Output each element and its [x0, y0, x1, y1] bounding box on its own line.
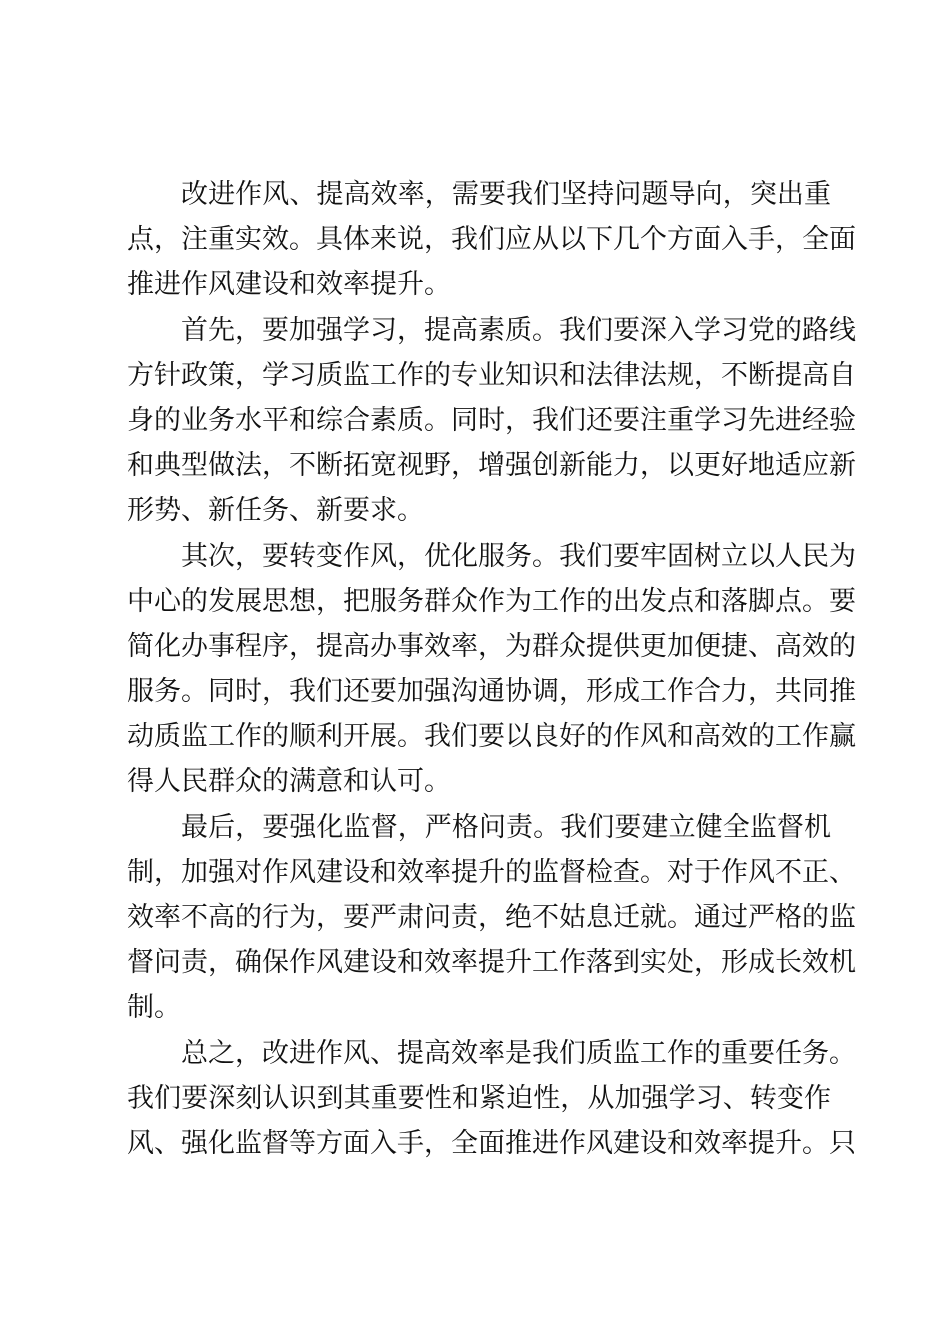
paragraph-1: [127, 172, 856, 308]
paragraph-2: [127, 308, 856, 534]
text-line: 我们要深刻认识到其重要性和紧迫性，从加强学习、转变作: [127, 1082, 831, 1114]
text-line: 方针政策，学习质监工作的专业知识和法律法规，不断提高自: [127, 359, 856, 391]
paragraph-3: [127, 534, 856, 805]
text-line: 制。: [127, 992, 181, 1024]
text-line: 制，加强对作风建设和效率提升的监督检查。对于作风不正、: [127, 856, 856, 888]
text-line: 形势、新任务、新要求。: [127, 495, 424, 527]
text-line: 督问责，确保作风建设和效率提升工作落到实处，形成长效机: [127, 947, 856, 979]
text-line: 服务。同时，我们还要加强沟通协调，形成工作合力，共同推: [127, 676, 856, 708]
paragraph-4: [127, 805, 856, 1031]
text-line: 中心的发展思想，把服务群众作为工作的出发点和落脚点。要: [127, 585, 856, 617]
text-line: 动质监工作的顺利开展。我们要以良好的作风和高效的工作赢: [127, 721, 856, 753]
text-line: 推进作风建设和效率提升。: [127, 269, 451, 301]
text-line: 简化办事程序，提高办事效率，为群众提供更加便捷、高效的: [127, 630, 856, 662]
text-line: 得人民群众的满意和认可。: [127, 766, 451, 798]
text-line: 点，注重实效。具体来说，我们应从以下几个方面入手，全面: [127, 224, 856, 256]
text-line: 和典型做法，不断拓宽视野，增强创新能力，以更好地适应新: [127, 450, 856, 482]
text-line: 其次，要转变作风，优化服务。我们要牢固树立以人民为: [181, 540, 856, 572]
document-body: [127, 172, 856, 1166]
text-line: 改进作风、提高效率，需要我们坚持问题导向，突出重: [181, 179, 831, 210]
text-line: 风、强化监督等方面入手，全面推进作风建设和效率提升。只: [127, 1127, 856, 1159]
text-line: 最后，要强化监督，严格问责。我们要建立健全监督机: [181, 811, 831, 843]
text-line: 效率不高的行为，要严肃问责，绝不姑息迁就。通过严格的监: [127, 902, 856, 933]
paragraph-5: [127, 1031, 856, 1167]
text-line: 身的业务水平和综合素质。同时，我们还要注重学习先进经验: [127, 404, 856, 436]
text-line: 总之，改进作风、提高效率是我们质监工作的重要任务。: [181, 1037, 856, 1069]
text-line: 首先，要加强学习，提高素质。我们要深入学习党的路线: [181, 314, 856, 346]
